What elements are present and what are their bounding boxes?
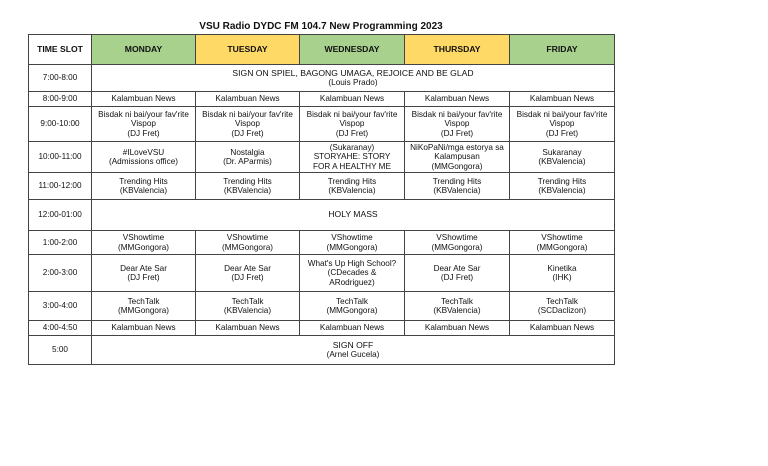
program-cell [300,231,405,255]
program-text: Vispop [549,119,575,129]
schedule-row [29,292,615,321]
program-cell [92,255,196,292]
program-text: Bisdak ni bai/your fav'rite [98,109,189,119]
program-text: (MMGongora) [431,242,483,252]
program-cell [92,92,196,107]
program-text: Kalambuan News [215,94,280,104]
program-text: (KBValencia) [433,186,481,195]
program-cell [92,292,196,321]
program-text: Vispop [131,119,156,129]
program-text: Bisdak ni bai/your fav'rite [306,109,398,119]
program-text: TechTalk [127,296,160,306]
schedule-row [29,200,615,231]
all-days-program-cell [92,336,615,365]
all-days-program-cell [92,200,615,231]
program-cell [405,321,510,336]
program-cell [405,173,510,200]
program-text: (MMGongora) [118,306,169,315]
schedule-row [29,65,615,92]
day-header-thursday: THURSDAY [405,35,510,65]
schedule-row [29,142,615,173]
program-text: (KBValencia) [119,186,168,195]
program-text: (DJ Fret) [127,128,160,138]
program-text: (IHK) [552,273,572,282]
time-slot-cell: 11:00-12:00 [29,173,92,200]
program-text: Kalambuan News [319,323,385,333]
schedule-row [29,173,615,200]
program-cell [92,321,196,336]
program-text: (CDecades & [327,268,377,278]
program-cell [300,173,405,200]
time-slot-cell: 4:00-4:50 [29,321,92,336]
schedule-row [29,107,615,142]
time-slot-cell: 3:00-4:00 [29,292,92,321]
program-text: Trending Hits [223,176,272,186]
day-header-wednesday: WEDNESDAY [300,35,405,65]
program-text: (MMGongora) [118,242,169,252]
program-text: #ILoveVSU [122,147,165,157]
program-cell [510,107,615,142]
day-header-tuesday: TUESDAY [196,35,300,65]
program-text: TechTalk [441,296,473,306]
program-text: Kalampusan [434,152,480,162]
program-text: VShowtime [436,233,478,243]
schedule-body [29,65,615,365]
program-text: Bisdak ni bai/your fav'rite [202,109,293,119]
program-text: FOR A HEALTHY ME [313,161,391,171]
program-text: STORYAHE: STORY [313,152,391,162]
program-text: Trending Hits [327,176,377,186]
program-text: (KBValencia) [223,186,272,195]
program-text: ARodriguez) [329,277,375,287]
program-text: Nostalgia [230,147,265,157]
program-cell [196,231,300,255]
program-cell [196,142,300,173]
program-text: (KBValencia) [433,306,481,315]
program-cell [510,255,615,292]
program-text: Vispop [235,119,260,129]
schedule-row [29,231,615,255]
program-text: Kalambuan News [529,323,595,333]
program-cell [405,142,510,173]
program-text: Vispop [339,119,365,129]
program-cell [196,173,300,200]
program-text: (Arnel Gucela) [326,350,380,359]
program-cell [300,255,405,292]
program-text: (MMGongora) [326,306,378,315]
program-text: Trending Hits [119,176,168,186]
program-text: Kalambuan News [424,323,490,333]
program-text: Trending Hits [432,176,482,186]
program-text: TechTalk [336,296,368,306]
time-slot-cell: 10:00-11:00 [29,142,92,173]
program-text: (MMGongora) [222,242,273,252]
program-text: (Sukaranay) [329,142,375,152]
program-cell [196,255,300,292]
program-text: (DJ Fret) [231,128,264,138]
program-cell [510,292,615,321]
program-text: Dear Ate Sar [120,263,167,273]
program-cell [300,292,405,321]
program-cell [405,92,510,107]
program-text: (DJ Fret) [127,273,160,282]
program-text: Dear Ate Sar [433,263,481,273]
program-text: VShowtime [331,233,373,243]
program-text: (MMGongora) [326,242,378,252]
program-cell [196,92,300,107]
program-text: Sukaranay [542,147,582,157]
program-cell [92,231,196,255]
program-text: VShowtime [122,233,165,243]
program-text: Kalambuan News [215,323,280,333]
program-text: (DJ Fret) [440,128,474,138]
program-text: (SCDaclizon) [537,306,587,315]
schedule-row [29,336,615,365]
program-cell [196,292,300,321]
program-cell [300,321,405,336]
program-cell [92,142,196,173]
schedule-row [29,92,615,107]
program-text: Vispop [444,119,470,129]
program-cell [405,231,510,255]
program-text: SIGN ON SPIEL, BAGONG UMAGA, REJOICE AND BE GLAD [232,67,474,78]
program-text: HOLY MASS [328,209,378,220]
program-cell [300,107,405,142]
program-text: Kinetika [547,263,577,273]
time-slot-header: TIME SLOT [29,35,92,65]
all-days-program-cell [92,65,615,92]
program-cell [300,92,405,107]
program-text: NiKoPaNi/mga estorya sa [410,142,504,152]
program-cell [510,142,615,173]
program-text: What's Up High School? [307,258,397,268]
program-text: (Louis Prado) [328,78,378,87]
program-text: (DJ Fret) [440,273,474,282]
program-text: (Dr. AParmis) [223,157,272,166]
program-text: (MMGongora) [536,242,588,252]
program-text: (DJ Fret) [335,128,369,138]
program-text: Kalambuan News [319,94,385,104]
program-text: Kalambuan News [111,94,176,104]
program-cell [300,142,405,173]
program-text: Kalambuan News [424,94,490,104]
program-text: SIGN OFF [332,339,374,350]
program-cell [92,173,196,200]
program-text: Kalambuan News [111,323,176,333]
program-text: (DJ Fret) [231,273,264,282]
program-text: Dear Ate Sar [224,263,271,273]
program-text: VShowtime [541,233,583,243]
program-text: (KBValencia) [538,157,586,166]
program-text: Kalambuan News [529,94,595,104]
program-cell [92,107,196,142]
program-text: (Admissions office) [108,157,178,166]
header-row [29,35,615,65]
program-text: VShowtime [226,233,269,243]
page-title: VSU Radio DYDC FM 104.7 New Programming 2023 [199,21,443,32]
program-text: (KBValencia) [538,186,586,195]
time-slot-cell: 2:00-3:00 [29,255,92,292]
program-cell [510,231,615,255]
time-slot-cell: 8:00-9:00 [29,92,92,107]
schedule-table [28,34,615,365]
program-text: TechTalk [546,296,578,306]
program-cell [510,173,615,200]
day-header-friday: FRIDAY [510,35,615,65]
schedule-row [29,321,615,336]
program-cell [196,107,300,142]
program-cell [405,255,510,292]
program-text: (KBValencia) [328,186,376,195]
program-cell [196,321,300,336]
program-text: Trending Hits [537,176,587,186]
program-text: Bisdak ni bai/your fav'rite [411,109,503,119]
program-text: (KBValencia) [223,306,272,315]
time-slot-cell: 5:00 [29,336,92,365]
schedule-row [29,255,615,292]
program-text: Bisdak ni bai/your fav'rite [516,109,608,119]
program-text: (DJ Fret) [545,128,579,138]
day-header-monday: MONDAY [92,35,196,65]
program-cell [510,321,615,336]
time-slot-cell: 9:00-10:00 [29,107,92,142]
program-cell [405,292,510,321]
time-slot-cell: 7:00-8:00 [29,65,92,92]
program-cell [510,92,615,107]
time-slot-cell: 1:00-2:00 [29,231,92,255]
time-slot-cell: 12:00-01:00 [29,200,92,231]
program-cell [405,107,510,142]
program-text: TechTalk [231,296,264,306]
program-text: (MMGongora) [431,161,483,171]
